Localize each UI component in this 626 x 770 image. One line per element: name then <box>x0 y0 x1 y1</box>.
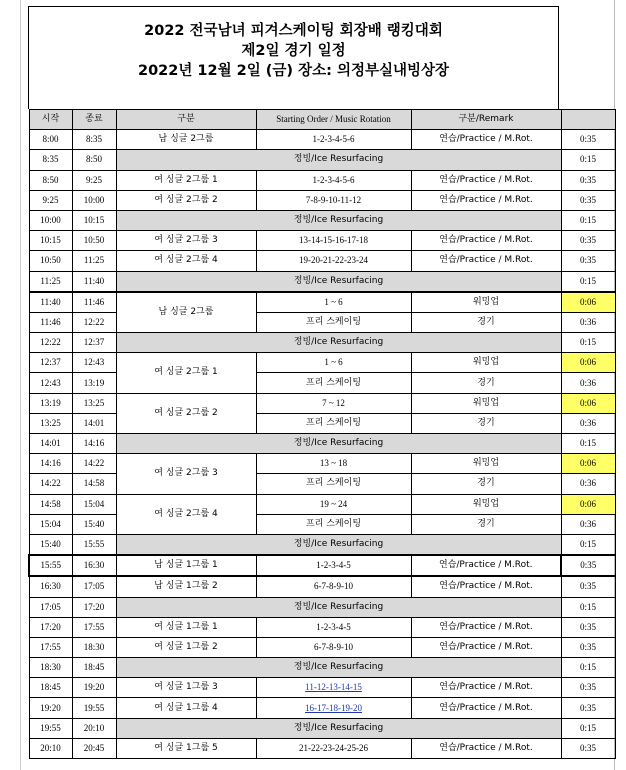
resurfacing-row <box>29 718 615 738</box>
group-name: 여 싱글 2그룹 3 <box>116 231 256 251</box>
duration: 0:35 <box>561 231 615 251</box>
date-venue: 2022년 12월 2일 (금) 장소: 의정부실내빙상장 <box>137 63 449 79</box>
start-time: 8:00 <box>29 130 72 150</box>
remark: 워밍업 <box>411 393 561 413</box>
page-edge <box>20 0 21 770</box>
resurfacing-row <box>29 658 615 678</box>
col-category: 구분 <box>116 110 256 130</box>
duration: 0:15 <box>561 150 615 170</box>
start-time: 9:25 <box>29 190 72 210</box>
event-title: 2022 전국남녀 피겨스케이팅 회장배 랭킹대회 <box>144 23 443 39</box>
table-row <box>29 494 615 514</box>
remark: 워밍업 <box>411 494 561 514</box>
start-time: 11:40 <box>29 292 72 313</box>
title-box <box>28 6 559 109</box>
table-row <box>29 698 615 718</box>
duration: 0:35 <box>561 251 615 271</box>
remark: 경기 <box>411 373 561 393</box>
end-time: 11:46 <box>72 292 116 313</box>
start-time: 17:55 <box>29 637 72 657</box>
group-name: 여 싱글 1그룹 2 <box>116 637 256 657</box>
group-name: 여 싱글 2그룹 2 <box>116 393 256 433</box>
starting-order: 6-7-8-9-10 <box>256 637 411 657</box>
end-time: 18:45 <box>72 658 116 678</box>
header-row <box>29 110 615 130</box>
start-time: 18:45 <box>29 678 72 698</box>
starting-order: 19-20-21-22-23-24 <box>256 251 411 271</box>
resurfacing-row <box>29 434 615 454</box>
table-row <box>29 190 615 210</box>
resurfacing-row <box>29 150 615 170</box>
resurfacing-row <box>29 271 615 292</box>
col-duration <box>561 110 615 130</box>
duration: 0:15 <box>561 718 615 738</box>
group-name: 여 싱글 1그룹 3 <box>116 678 256 698</box>
start-time: 19:55 <box>29 718 72 738</box>
end-time: 15:40 <box>72 514 116 534</box>
starting-order: 프리 스케이팅 <box>256 514 411 534</box>
starting-order: 1 ~ 6 <box>256 353 411 373</box>
resurfacing-label: 정빙/Ice Resurfacing <box>116 150 561 170</box>
end-time: 18:30 <box>72 637 116 657</box>
starting-order: 1-2-3-4-5-6 <box>256 170 411 190</box>
end-time: 10:50 <box>72 231 116 251</box>
start-time: 15:55 <box>29 555 72 576</box>
group-name: 여 싱글 2그룹 1 <box>116 170 256 190</box>
start-time: 13:19 <box>29 393 72 413</box>
start-time: 14:01 <box>29 434 72 454</box>
start-time: 15:04 <box>29 514 72 534</box>
resurfacing-label: 정빙/Ice Resurfacing <box>116 333 561 353</box>
group-name: 여 싱글 2그룹 4 <box>116 251 256 271</box>
start-time: 8:50 <box>29 170 72 190</box>
duration: 0:15 <box>561 210 615 230</box>
remark: 연습/Practice / M.Rot. <box>411 130 561 150</box>
resurfacing-row <box>29 597 615 617</box>
resurfacing-label: 정빙/Ice Resurfacing <box>116 597 561 617</box>
schedule-body <box>29 130 615 759</box>
end-time: 17:05 <box>72 576 116 597</box>
group-name: 남 싱글 1그룹 1 <box>116 555 256 576</box>
remark: 연습/Practice / M.Rot. <box>411 617 561 637</box>
end-time: 12:37 <box>72 333 116 353</box>
group-name: 여 싱글 2그룹 4 <box>116 494 256 534</box>
end-time: 10:00 <box>72 190 116 210</box>
start-time: 16:30 <box>29 576 72 597</box>
duration: 0:06 <box>561 494 615 514</box>
start-time: 8:35 <box>29 150 72 170</box>
resurfacing-label: 정빙/Ice Resurfacing <box>116 271 561 292</box>
start-time: 12:37 <box>29 353 72 373</box>
start-time: 12:43 <box>29 373 72 393</box>
col-remark: 구분/Remark <box>411 110 561 130</box>
starting-order: 13-14-15-16-17-18 <box>256 231 411 251</box>
start-time: 14:22 <box>29 474 72 494</box>
duration: 0:15 <box>561 597 615 617</box>
starting-order: 7-8-9-10-11-12 <box>256 190 411 210</box>
start-time: 17:20 <box>29 617 72 637</box>
resurfacing-label: 정빙/Ice Resurfacing <box>116 210 561 230</box>
start-time: 12:22 <box>29 333 72 353</box>
group-name: 남 싱글 2그룹 <box>116 292 256 333</box>
end-time: 13:19 <box>72 373 116 393</box>
table-row <box>29 617 615 637</box>
remark: 워밍업 <box>411 292 561 313</box>
start-time: 10:00 <box>29 210 72 230</box>
resurfacing-label: 정빙/Ice Resurfacing <box>116 434 561 454</box>
end-time: 19:55 <box>72 698 116 718</box>
duration: 0:35 <box>561 698 615 718</box>
end-time: 12:22 <box>72 312 116 332</box>
group-name: 여 싱글 1그룹 4 <box>116 698 256 718</box>
start-time: 18:30 <box>29 658 72 678</box>
starting-order: 11-12-13-14-15 <box>256 678 411 698</box>
table-row <box>29 454 615 474</box>
remark: 경기 <box>411 413 561 433</box>
resurfacing-row <box>29 210 615 230</box>
remark: 경기 <box>411 514 561 534</box>
starting-order: 프리 스케이팅 <box>256 312 411 332</box>
start-time: 20:10 <box>29 738 72 758</box>
remark: 워밍업 <box>411 454 561 474</box>
duration: 0:36 <box>561 373 615 393</box>
remark: 연습/Practice / M.Rot. <box>411 738 561 758</box>
starting-order: 13 ~ 18 <box>256 454 411 474</box>
duration: 0:06 <box>561 353 615 373</box>
schedule-table <box>28 109 616 759</box>
group-name: 여 싱글 2그룹 2 <box>116 190 256 210</box>
duration: 0:35 <box>561 190 615 210</box>
table-row <box>29 251 615 271</box>
starting-order: 1-2-3-4-5 <box>256 617 411 637</box>
table-row <box>29 738 615 758</box>
resurfacing-row <box>29 534 615 555</box>
starting-order: 7 ~ 12 <box>256 393 411 413</box>
end-time: 17:20 <box>72 597 116 617</box>
table-row <box>29 576 615 597</box>
remark: 연습/Practice / M.Rot. <box>411 555 561 576</box>
group-name: 남 싱글 1그룹 2 <box>116 576 256 597</box>
duration: 0:35 <box>561 170 615 190</box>
table-row <box>29 678 615 698</box>
end-time: 19:20 <box>72 678 116 698</box>
end-time: 15:04 <box>72 494 116 514</box>
remark: 연습/Practice / M.Rot. <box>411 231 561 251</box>
remark: 연습/Practice / M.Rot. <box>411 698 561 718</box>
table-row <box>29 170 615 190</box>
col-order: Starting Order / Music Rotation <box>256 110 411 130</box>
remark: 연습/Practice / M.Rot. <box>411 637 561 657</box>
duration: 0:36 <box>561 474 615 494</box>
duration: 0:35 <box>561 555 615 576</box>
remark: 연습/Practice / M.Rot. <box>411 678 561 698</box>
duration: 0:35 <box>561 738 615 758</box>
starting-order: 6-7-8-9-10 <box>256 576 411 597</box>
end-time: 8:50 <box>72 150 116 170</box>
remark: 연습/Practice / M.Rot. <box>411 170 561 190</box>
resurfacing-row <box>29 333 615 353</box>
duration: 0:35 <box>561 678 615 698</box>
table-row <box>29 637 615 657</box>
starting-order: 1-2-3-4-5-6 <box>256 130 411 150</box>
duration: 0:35 <box>561 617 615 637</box>
duration: 0:06 <box>561 292 615 313</box>
end-time: 17:55 <box>72 617 116 637</box>
start-time: 14:58 <box>29 494 72 514</box>
group-name: 여 싱글 2그룹 3 <box>116 454 256 494</box>
duration: 0:35 <box>561 130 615 150</box>
start-time: 13:25 <box>29 413 72 433</box>
table-row <box>29 393 615 413</box>
duration: 0:06 <box>561 393 615 413</box>
starting-order: 프리 스케이팅 <box>256 474 411 494</box>
remark: 연습/Practice / M.Rot. <box>411 190 561 210</box>
end-time: 14:58 <box>72 474 116 494</box>
remark: 워밍업 <box>411 353 561 373</box>
duration: 0:15 <box>561 534 615 555</box>
table-row <box>29 231 615 251</box>
start-time: 17:05 <box>29 597 72 617</box>
end-time: 8:35 <box>72 130 116 150</box>
end-time: 15:55 <box>72 534 116 555</box>
start-time: 10:50 <box>29 251 72 271</box>
day-title: 제2일 경기 일정 <box>241 43 346 59</box>
table-row <box>29 353 615 373</box>
col-start: 시작 <box>29 110 72 130</box>
start-time: 10:15 <box>29 231 72 251</box>
end-time: 13:25 <box>72 393 116 413</box>
duration: 0:36 <box>561 312 615 332</box>
start-time: 15:40 <box>29 534 72 555</box>
starting-order: 1-2-3-4-5 <box>256 555 411 576</box>
start-time: 11:46 <box>29 312 72 332</box>
resurfacing-label: 정빙/Ice Resurfacing <box>116 534 561 555</box>
duration: 0:15 <box>561 271 615 292</box>
duration: 0:36 <box>561 514 615 534</box>
duration: 0:06 <box>561 454 615 474</box>
end-time: 14:16 <box>72 434 116 454</box>
col-end: 종료 <box>72 110 116 130</box>
duration: 0:15 <box>561 658 615 678</box>
group-name: 남 싱글 2그룹 <box>116 130 256 150</box>
duration: 0:35 <box>561 576 615 597</box>
start-time: 11:25 <box>29 271 72 292</box>
table-row <box>29 130 615 150</box>
remark: 경기 <box>411 312 561 332</box>
starting-order: 16-17-18-19-20 <box>256 698 411 718</box>
end-time: 12:43 <box>72 353 116 373</box>
group-name: 여 싱글 1그룹 5 <box>116 738 256 758</box>
end-time: 10:15 <box>72 210 116 230</box>
resurfacing-label: 정빙/Ice Resurfacing <box>116 658 561 678</box>
remark: 연습/Practice / M.Rot. <box>411 251 561 271</box>
end-time: 11:25 <box>72 251 116 271</box>
resurfacing-label: 정빙/Ice Resurfacing <box>116 718 561 738</box>
starting-order: 프리 스케이팅 <box>256 373 411 393</box>
end-time: 20:10 <box>72 718 116 738</box>
end-time: 9:25 <box>72 170 116 190</box>
duration: 0:36 <box>561 413 615 433</box>
starting-order: 프리 스케이팅 <box>256 413 411 433</box>
remark: 경기 <box>411 474 561 494</box>
start-time: 19:20 <box>29 698 72 718</box>
group-name: 여 싱글 2그룹 1 <box>116 353 256 393</box>
end-time: 20:45 <box>72 738 116 758</box>
starting-order: 19 ~ 24 <box>256 494 411 514</box>
end-time: 11:40 <box>72 271 116 292</box>
duration: 0:35 <box>561 637 615 657</box>
duration: 0:15 <box>561 434 615 454</box>
table-row <box>29 555 615 576</box>
starting-order: 21-22-23-24-25-26 <box>256 738 411 758</box>
group-name: 여 싱글 1그룹 1 <box>116 617 256 637</box>
starting-order: 1 ~ 6 <box>256 292 411 313</box>
table-row <box>29 292 615 313</box>
duration: 0:15 <box>561 333 615 353</box>
end-time: 16:30 <box>72 555 116 576</box>
end-time: 14:22 <box>72 454 116 474</box>
end-time: 14:01 <box>72 413 116 433</box>
start-time: 14:16 <box>29 454 72 474</box>
remark: 연습/Practice / M.Rot. <box>411 576 561 597</box>
